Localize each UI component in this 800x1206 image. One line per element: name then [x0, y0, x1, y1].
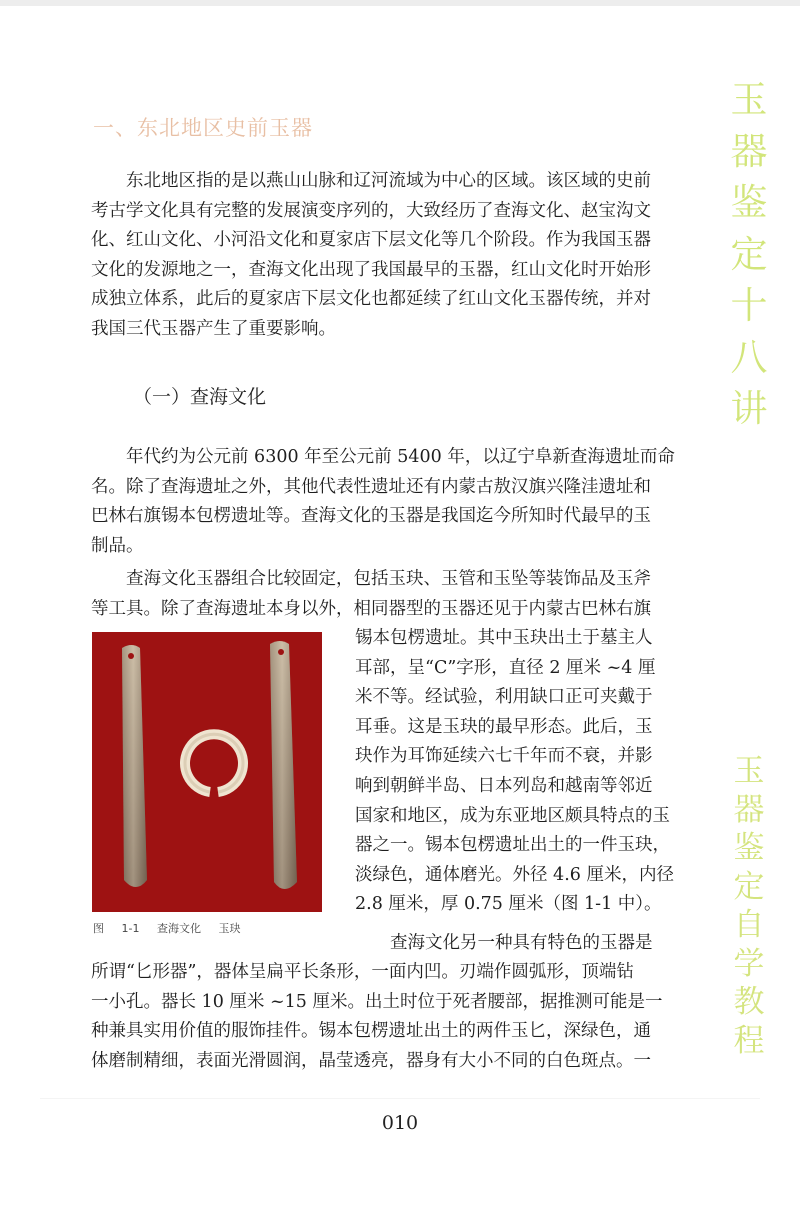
- page-top-shade: [0, 0, 800, 6]
- figure-caption: 图 1-1 查海文化 玉玦: [93, 922, 241, 935]
- book-title-char: 鉴: [730, 181, 768, 224]
- intro-paragraph: [91, 167, 695, 345]
- text-line: 等工具。除了查海遗址本身以外，相同器型的玉器还见于内蒙古巴林右旗: [91, 598, 651, 619]
- book-title-char: 讲: [730, 387, 768, 430]
- text-line: 体磨制精细，表面光滑圆润，晶莹透亮，器身有大小不同的白色斑点。一: [91, 1050, 651, 1071]
- page-number: 010: [381, 1112, 419, 1134]
- book-subtitle-char: 自: [733, 907, 765, 943]
- paragraph-dagger-shaped: [355, 929, 695, 959]
- text-line: 年代约为公元前 6300 年至公元前 5400 年，以辽宁阜新查海遗址而命: [126, 447, 675, 467]
- paragraph-jade-assemblage: [91, 565, 695, 624]
- book-title-char: 定: [730, 232, 768, 276]
- text-line: 器之一。锡本包楞遗址出土的一件玉玦，: [355, 835, 670, 856]
- paragraph-dating: [91, 443, 695, 561]
- text-line: 米不等。经试验，利用缺口正可夹戴于: [355, 687, 653, 708]
- book-title-char: 八: [730, 335, 768, 379]
- text-line: 查海文化玉器组合比较固定，包括玉玦、玉管和玉坠等装饰品及玉斧: [126, 569, 651, 589]
- left-jade-blade: [122, 645, 147, 887]
- book-title-char: 玉: [730, 78, 768, 121]
- text-line: 耳垂。这是玉玦的最早形态。此后，玉: [355, 716, 653, 737]
- book-subtitle-char: 教: [733, 984, 765, 1020]
- paragraph-dagger-shaped-cont: [91, 958, 695, 1076]
- text-line: 查海文化另一种具有特色的玉器是: [390, 933, 653, 953]
- jade-artifacts-illustration: [92, 632, 322, 912]
- book-subtitle-char: 学: [733, 945, 765, 982]
- right-jade-blade: [270, 641, 297, 889]
- paragraph-jade-jue: [355, 624, 695, 920]
- text-line: 名。除了查海遗址之外，其他代表性遗址还有内蒙古敖汉旗兴隆洼遗址和: [91, 476, 651, 497]
- text-line: 巴林右旗锡本包楞遗址等。查海文化的玉器是我国迄今所知时代最早的玉: [91, 506, 651, 527]
- text-line: 耳部，呈“C”字形，直径 2 厘米 ~4 厘: [355, 657, 656, 678]
- subsection-heading: （一）查海文化: [133, 386, 267, 408]
- text-line: 一小孔。器长 10 厘米 ~15 厘米。出土时位于死者腰部，据推测可能是一: [91, 991, 663, 1012]
- text-line: 我国三代玉器产生了重要影响。: [91, 318, 336, 339]
- figure-jade-jue-photo: [92, 632, 322, 912]
- text-line: 响到朝鲜半岛、日本列岛和越南等邻近: [355, 775, 653, 796]
- book-subtitle-char: 玉: [733, 753, 765, 789]
- text-line: 锡本包楞遗址。其中玉玦出土于墓主人: [355, 628, 653, 648]
- book-title-char: 十: [730, 284, 768, 327]
- text-line: 玦作为耳饰延续六七千年而不衰，并影: [355, 746, 653, 767]
- book-subtitle-vertical: [727, 752, 771, 1060]
- text-line: 东北地区指的是以燕山山脉和辽河流域为中心的区域。该区域的史前: [126, 171, 651, 191]
- text-line: 淡绿色，通体磨光。外径 4.6 厘米，内径: [355, 864, 674, 885]
- text-line: 文化的发源地之一，查海文化出现了我国最早的玉器，红山文化时开始形: [91, 259, 651, 280]
- book-title-vertical: [724, 74, 774, 435]
- book-subtitle-char: 程: [733, 1022, 765, 1059]
- page-divider: [40, 1098, 760, 1099]
- book-subtitle-char: 鉴: [733, 830, 765, 866]
- text-line: 2.8 厘米，厚 0.75 厘米（图 1-1 中）。: [355, 894, 662, 915]
- book-subtitle-char: 器: [733, 791, 765, 828]
- section-heading: 一、东北地区史前玉器: [93, 116, 313, 140]
- text-line: 制品。: [91, 535, 144, 556]
- book-title-char: 器: [730, 129, 768, 173]
- jade-jue-ring: [185, 734, 243, 792]
- text-line: 考古学文化具有完整的发展演变序列的，大致经历了查海文化、赵宝沟文: [91, 200, 651, 221]
- text-line: 国家和地区，成为东亚地区颇具特点的玉: [355, 805, 670, 826]
- text-line: 成独立体系，此后的夏家店下层文化也都延续了红山文化玉器传统，并对: [91, 289, 651, 310]
- text-line: 种兼具实用价值的服饰挂件。锡本包楞遗址出土的两件玉匕，深绿色，通: [91, 1021, 651, 1042]
- text-line: 化、红山文化、小河沿文化和夏家店下层文化等几个阶段。作为我国玉器: [91, 230, 651, 251]
- text-line: 所谓“匕形器”，器体呈扁平长条形，一面内凹。刃端作圆弧形，顶端钻: [91, 962, 634, 982]
- book-subtitle-char: 定: [733, 868, 765, 905]
